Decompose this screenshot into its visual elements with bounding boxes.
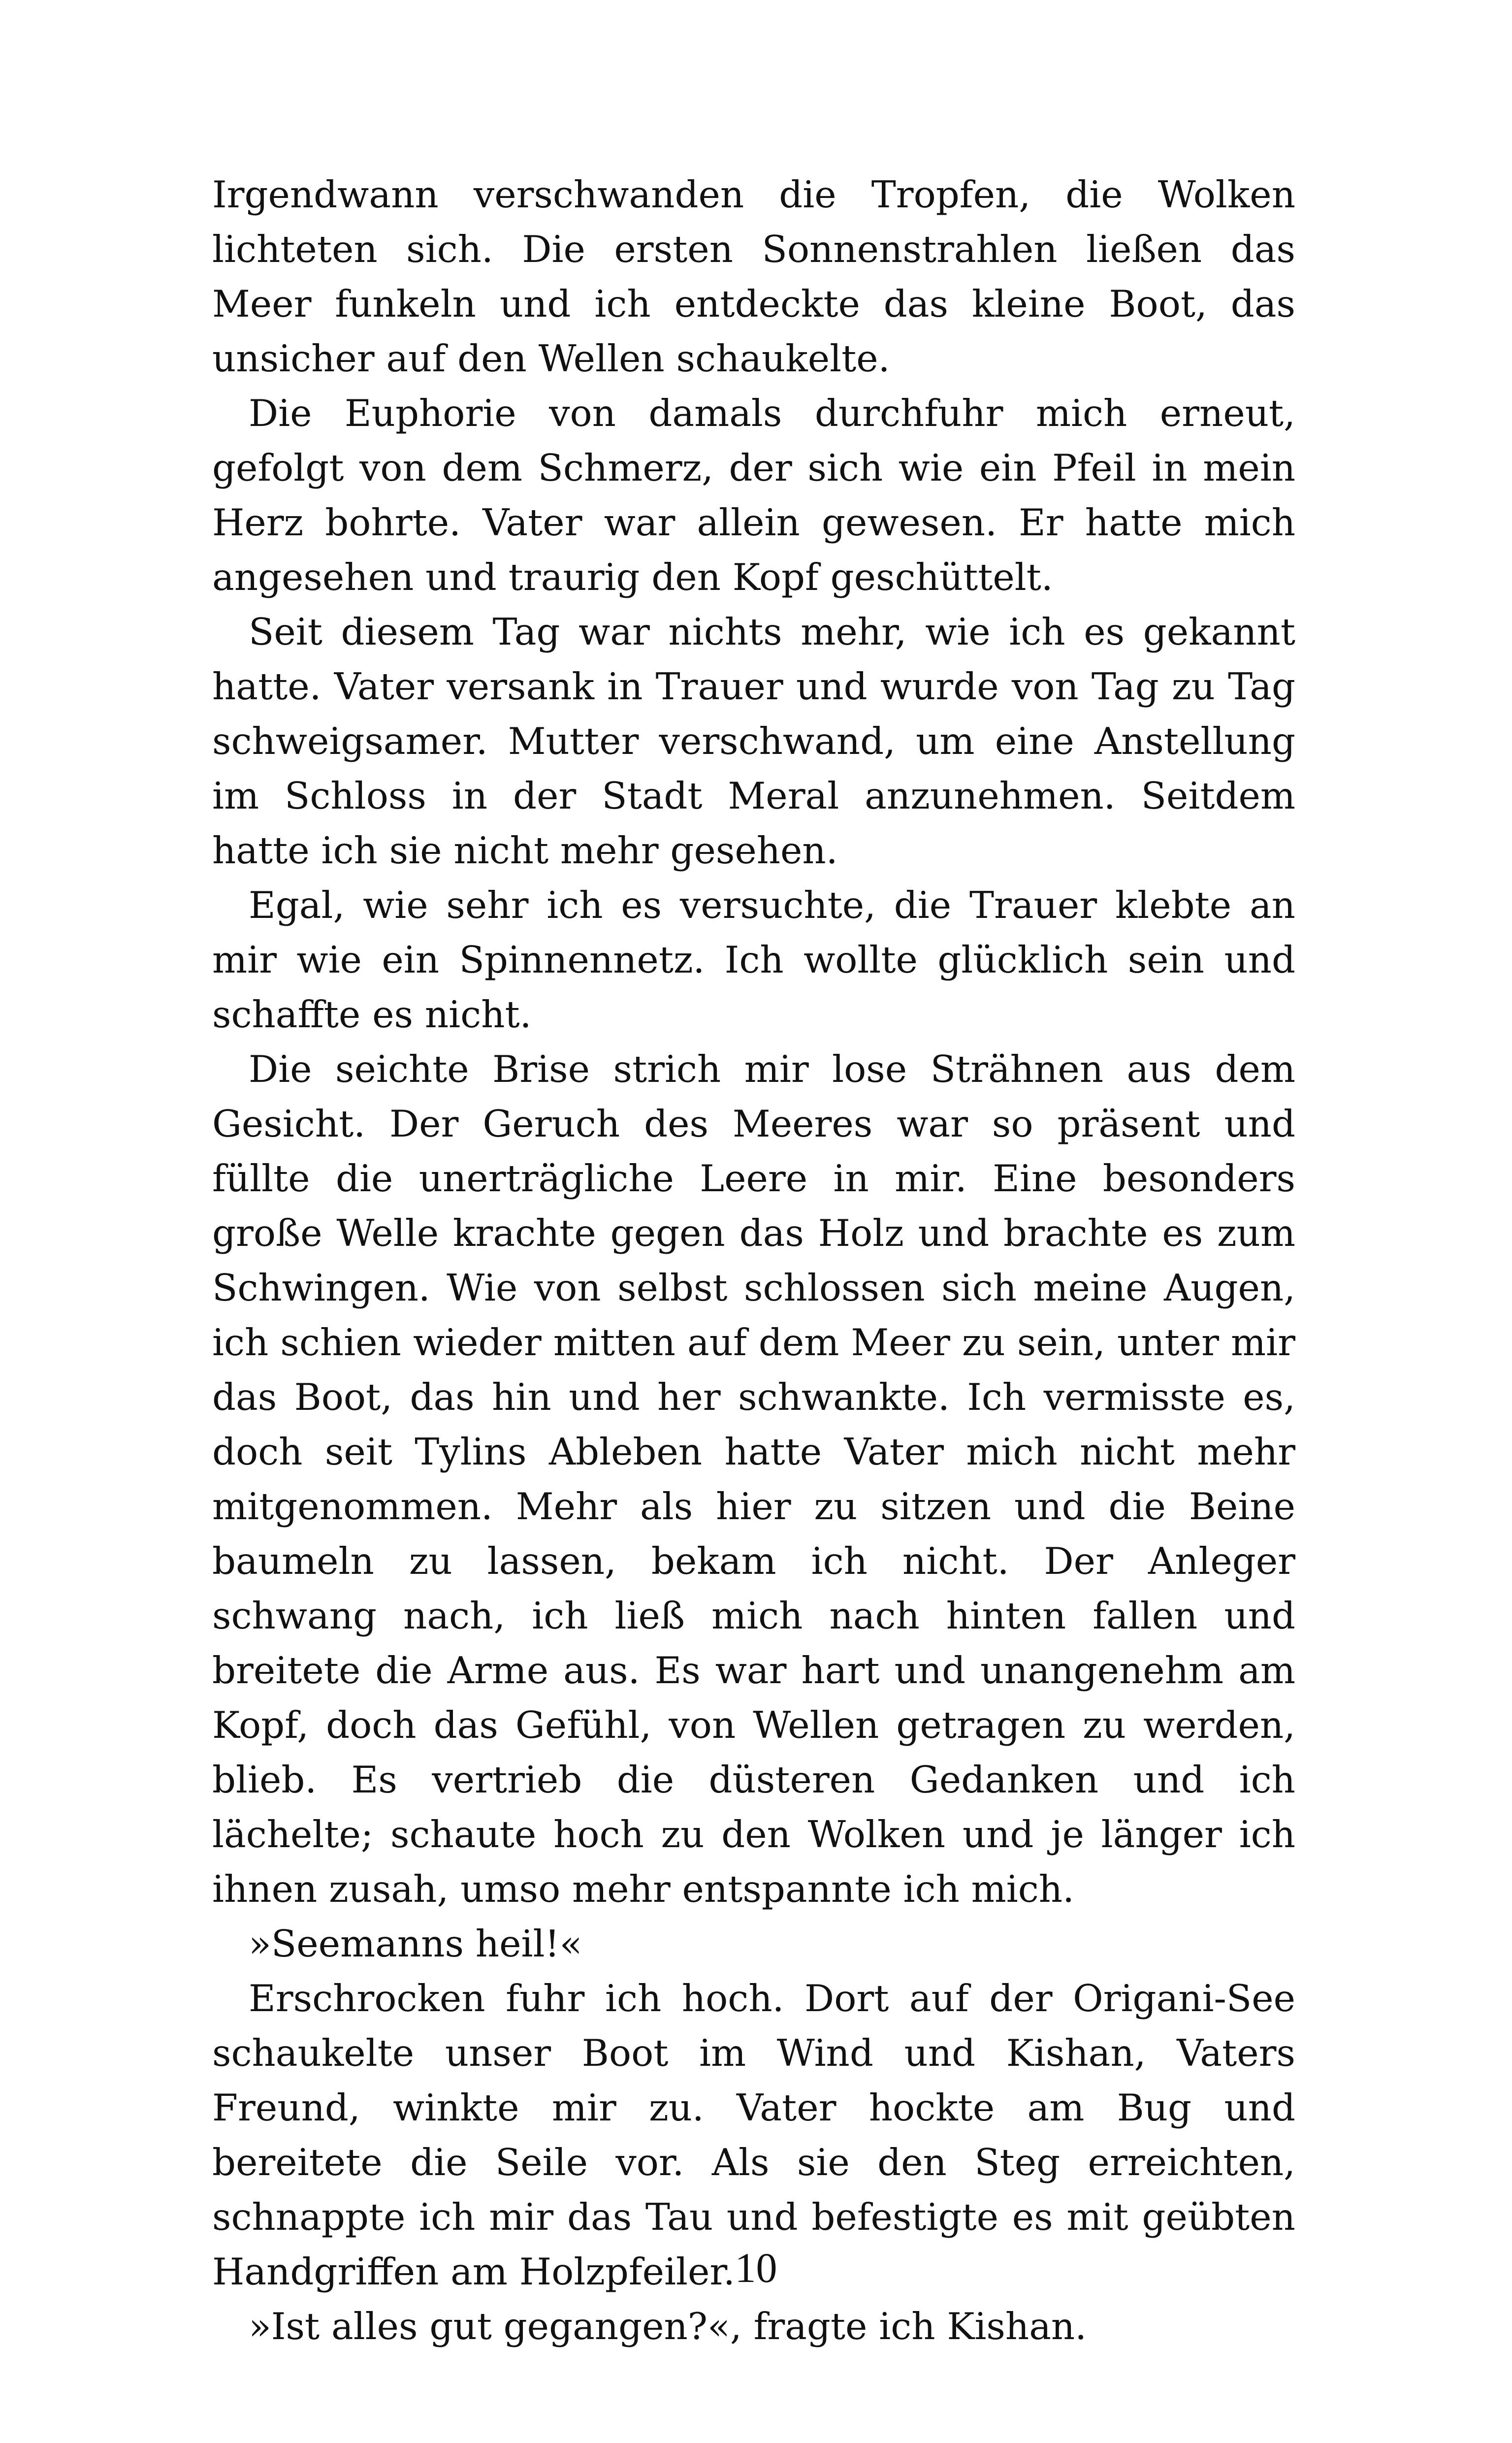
- paragraph-3: Seit diesem Tag war nichts mehr, wie ich es gekannt hatte. Vater versank in Trauer und wurde von Tag zu Tag schweigsamer. Mutter verschwand, um eine Anstellung im Schloss in der Stadt Meral anzunehmen. Seitdem hatte ich sie nicht mehr gesehen.: [212, 610, 1295, 872]
- paragraph-8: »Ist alles gut gegangen?«, fragte ich Kishan.: [249, 2305, 1087, 2348]
- paragraph-2: Die Euphorie von damals durchfuhr mich erneut, gefolgt von dem Schmerz, der sich wie ein Pfeil in mein Herz bohrte. Vater war allein gewesen. Er hatte mich angesehen und traurig den Kopf geschüttelt.: [212, 391, 1295, 599]
- page-number: 10: [735, 2244, 777, 2291]
- paragraph-6: »Seemanns heil!«: [249, 1922, 582, 1965]
- paragraph-1: Irgendwann verschwanden die Tropfen, die Wolken lichteten sich. Die ersten Sonnenstrahlen ließen das Meer funkeln und ich entdeckte das kleine Boot, das unsicher auf den Wellen schaukelte.: [212, 173, 1295, 380]
- paragraph-4: Egal, wie sehr ich es versuchte, die Trauer klebte an mir wie ein Spinnennetz. Ich wollte glücklich sein und schaffte es nicht.: [212, 883, 1295, 1036]
- paragraph-5: Die seichte Brise strich mir lose Strähnen aus dem Gesicht. Der Geruch des Meeres war so präsent und füllte die unerträgliche Leere in mir. Eine besonders große Welle krachte gegen das Holz und brachte es zum Schwingen. Wie von selbst schlossen sich meine Augen, ich schien wieder mitten auf dem Meer zu sein, unter mir das Boot, das hin und her schwankte. Ich vermisste es, doch seit Tylins Ableben hatte Vater mich nicht mehr mitgenommen. Mehr als hier zu sitzen und die Beine baumeln zu lassen, bekam ich nicht. Der Anleger schwang nach, ich ließ mich nach hinten fallen und breitete die Arme aus. Es war hart und unangenehm am Kopf, doch das Gefühl, von Wellen getragen zu werden, blieb. Es vertrieb die düsteren Gedanken und ich lächelte; schaute hoch zu den Wolken und je länger ich ihnen zusah, umso mehr entspannte ich mich.: [212, 1047, 1295, 1911]
- paragraph-7: Erschrocken fuhr ich hoch. Dort auf der Origani-See schaukelte unser Boot im Wind und Kishan, Vaters Freund, winkte mir zu. Vater hockte am Bug und bereitete die Seile vor. Als sie den Steg erreichten, schnappte ich mir das Tau und befestigte es mit geübten Handgriffen am Holzpfeiler.: [212, 1977, 1295, 2293]
- body-text: [212, 167, 1295, 2354]
